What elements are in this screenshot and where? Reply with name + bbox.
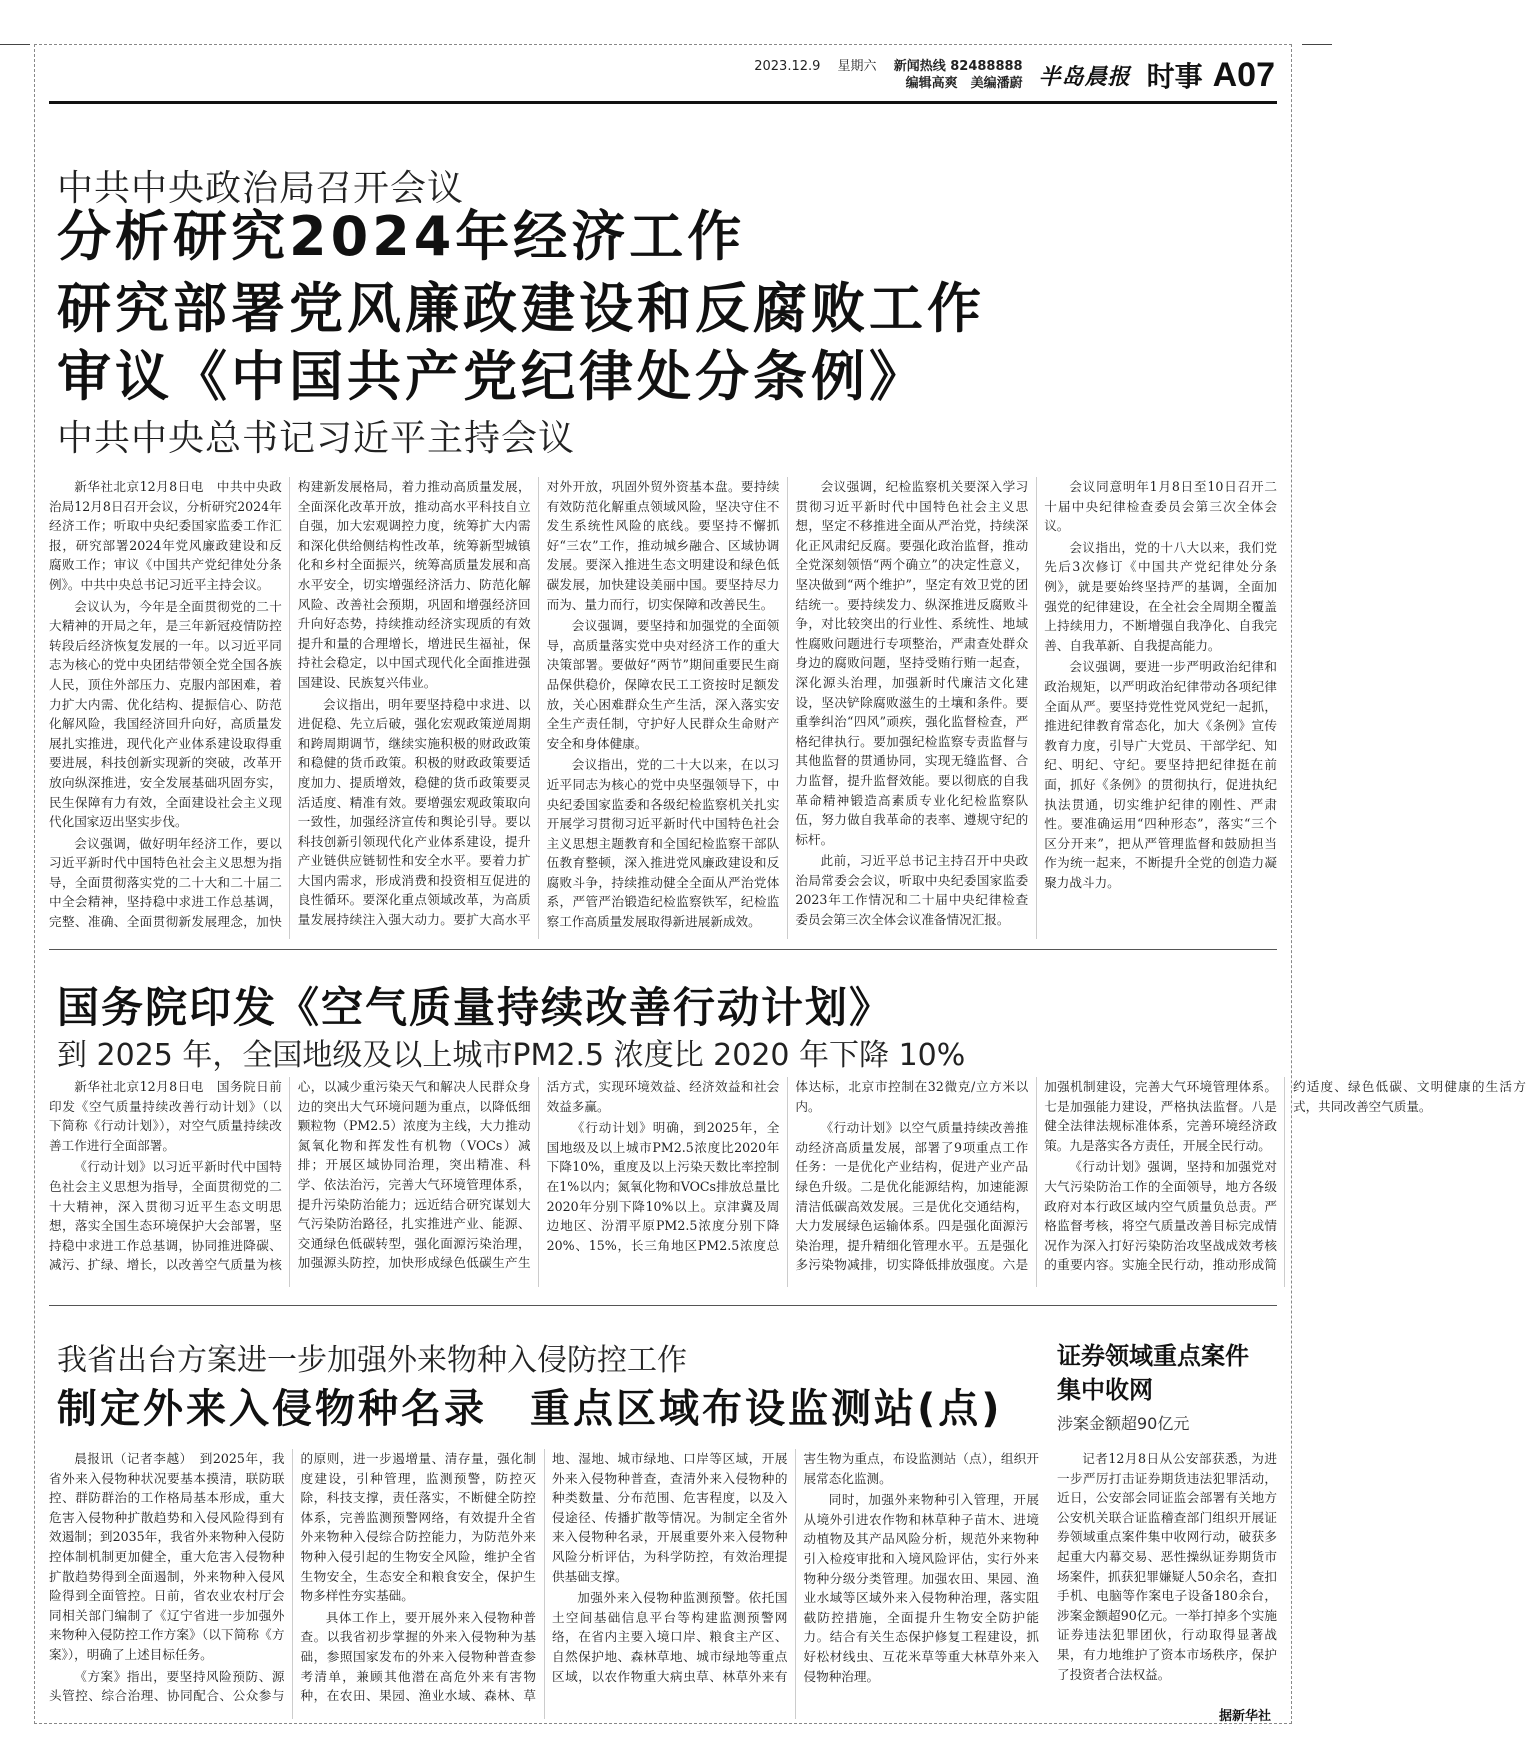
- story1-paragraph: 会议强调，要坚持和加强党的全面领导，高质量落实党中央对经济工作的重大决策部署。要做好“两节”期间重要民生商品保供稳价，保障农民工工资按时足额发放，关心困难群众生产生活，深入落实安全生产责任制，守护好人民群众生命财产安全和身体健康。: [546, 618, 780, 751]
- story2-paragraph: 《行动计划》以空气质量持续改善推动经济高质量发展，部署了9项重点工作任务：一是优化产业结构，促进产业产品绿色升级。二是优化能源结构，加速能源清洁低碳高效发展。三是优化交通结构，大力发展绿色运输体系。四是强化面源污染治理，提升精细化管理水平。五是强化多污染物减排，切实降低排放强度。六是加强机制建设，完善大气环境管理体系。七是加强能力建设，严格执法监督。八是健全法律法规标准体系，完善环境经济政策。九是落实各方责任，开展全民行动。: [795, 1079, 1277, 1273]
- crop-mark-right: [1302, 44, 1332, 46]
- issue-date: 2023.12.9: [754, 59, 821, 74]
- story2-paragraph: 《行动计划》以习近平新时代中国特色社会主义思想为指导，全面贯彻党的二十大精神，深入贯彻习近平生态文明思想，落实全国生态环境保护大会部署，坚持稳中求进工作总基调，协同推进降碳、减污、扩绿、增长，以改善空气质量为核心，以减少重污染天气和解决人民群众身边的突出大气环境问题为重点，以降低细颗粒物（PM2.5）浓度为主线，大力推动氮氧化物和挥发性有机物（VOCs）减排；开展区域协同治理，突出精准、科学、依法治污，完善大气环境管理体系，提升污染防治能力；远近结合研究谋划大气污染防治路径，扎实推进产业、能源、交通绿色低碳转型，强化面源污染治理，加强源头防控，加快形成绿色低碳生产生活方式，实现环境效益、经济效益和社会效益多赢。: [49, 1079, 780, 1273]
- story3-paragraph: 同时，加强外来物种引入管理，开展从境外引进农作物和林草种子苗木、进境动植物及其产品风险分析，规范外来物种引入检疫审批和入境风险评估，实行外来物种分级分类管理。加强农田、果园、渔业水域等区域外来入侵物种治理，落实阻截防控措施，全面提升生物安全防护能力。结合有关生态保护修复工程建设，抓好松材线虫、互花米草等重大林草外来入侵物种治理。: [803, 1492, 1039, 1684]
- masthead-rule: [49, 101, 1277, 104]
- story2-body: [49, 1077, 1526, 1287]
- story2-headline: 国务院印发《空气质量持续改善行动计划》: [57, 983, 894, 1032]
- story1-body: [49, 477, 1277, 939]
- paper-logo: 半岛晨报: [1038, 63, 1131, 90]
- issue-weekday: 星期六: [837, 59, 877, 74]
- story3-paragraph: 加强外来入侵物种监测预警。依托国土空间基础信息平台等构建监测预警网络，在省内主要入境口岸、粮食主产区、自然保护地、森林草地、城市绿地等重点区域，以农作物重大病虫草、林草外来有害生物为重点，布设监测站（点），组织开展常态化监测。: [552, 1451, 1039, 1684]
- story4-paragraph: 记者12月8日从公安部获悉，为进一步严厉打击证券期货违法犯罪活动，近日，公安部会同证监会部署有关地方公安机关联合证监稽查部门组织开展证券领域重点案件集中收网行动，破获多起重大内幕交易、恶性操纵证券期货市场案件，抓获犯罪嫌疑人50余名，查扣手机、电脑等作案电子设备180余台，涉案金额超90亿元。一举打掉多个实施证券违法犯罪团伙，行动取得显著战果，有力地维护了资本市场秩序，保护了投资者合法权益。: [1057, 1451, 1277, 1682]
- story1-paragraph: 新华社北京12月8日电 中共中央政治局12月8日召开会议，分析研究2024年经济工作；听取中央纪委国家监委工作汇报，研究部署2024年党风廉政建设和反腐败工作；审议《中国共产党纪律处分条例》。中共中央总书记习近平主持会议。: [49, 479, 282, 592]
- story1-paragraph: 会议指出，党的二十大以来，在以习近平同志为核心的党中央坚强领导下，中央纪委国家监委和各级纪检监察机关扎实开展学习贯彻习近平新时代中国特色社会主义思想主题教育和全国纪检监察干部队伍教育整顿，深入推进党风廉政建设和反腐败斗争，持续推动健全全面从严治党体系，严管严治锻造纪检监察铁军，纪检监察工作高质量发展取得新进展新成效。: [546, 757, 780, 930]
- story4-credit: 据新华社: [1218, 1709, 1271, 1724]
- story1-paragraph: 会议强调，纪检监察机关要深入学习贯彻习近平新时代中国特色社会主义思想，坚定不移推进全面从严治党，持续深化正风肃纪反腐。要强化政治监督，推动全党深刻领悟“两个确立”的决定性意义，坚决做到“两个维护”，坚定有效卫党的团结统一。要持续发力、纵深推进反腐败斗争，对比较突出的行业性、系统性、地域性腐败问题进行专项整治，严肃查处群众身边的腐败问题，坚持受贿行贿一起查，深化源头治理，加强新时代廉洁文化建设，坚决铲除腐败滋生的土壤和条件。要重拳纠治“四风”顽疾，强化监督检查，严格纪律执行。要加强纪检监察专责监督与其他监督的贯通协同，实现无缝监督、合力监督，提升监督效能。要以彻底的自我革命精神锻造高素质专业化纪检监察队伍，努力做自我革命的表率、遵规守纪的标杆。: [795, 479, 1029, 847]
- section-name: 时事: [1146, 60, 1203, 93]
- story1-paragraph: 会议认为，今年是全面贯彻党的二十大精神的开局之年，是三年新冠疫情防控转段后经济恢复发展的一年。以习近平同志为核心的党中央团结带领全党全国各族人民，顶住外部压力、克服内部困难，着力扩大内需、优化结构、提振信心、防范化解风险，我国经济回升向好，高质量发展扎实推进，现代化产业体系建设取得重要进展，科技创新实现新的突破，改革开放向纵深推进，安全发展基础巩固夯实，民生保障有力有效，全面建设社会主义现代化国家迈出坚实步伐。: [49, 598, 282, 830]
- story1-subline: 中共中央总书记习近平主持会议: [57, 418, 576, 459]
- story2-subline: 到 2025 年，全国地级及以上城市PM2.5 浓度比 2020 年下降 10%: [57, 1038, 966, 1073]
- story3-paragraph: 具体工作上，要开展外来入侵物种普查。以我省初步掌握的外来入侵物种为基础，参照国家发布的外来入侵物种普查参考清单，兼顾其他潜在高危外来有害物种，在农田、果园、渔业水域、森林、草地、湿地、城市绿地、口岸等区域，开展外来入侵物种普查，查清外来入侵物种的种类数量、分布范围、危害程度，以及入侵途径、传播扩散等情况。为制定全省外来入侵物种名录，开展重要外来入侵物种风险分析评估，为科学防控，有效治理提供基础支撑。: [300, 1451, 788, 1704]
- story1-headline-1: 分析研究2024年经济工作: [57, 205, 746, 268]
- story1-headline-3: 审议《中国共产党纪律处分条例》: [57, 345, 927, 408]
- story4-headline: 证券领域重点案件集中收网: [1057, 1342, 1249, 1404]
- story3-headline: 制定外来入侵物种名录 重点区域布设监测站(点): [57, 1386, 1003, 1432]
- masthead: [754, 55, 1275, 95]
- story1-paragraph: 此前，习近平总书记主持召开中央政治局常委会会议，听取中央纪委国家监委2023年工作情况和二十届中央纪律检查委员会第三次全体会议准备情况汇报。: [795, 853, 1029, 928]
- story1-paragraph: 会议指出，党的十八大以来，我们党先后3次修订《中国共产党纪律处分条例》，就是要始终坚持严的基调，全面加强党的纪律建设，在全社会全周期全覆盖上持续用力，不断增强自我净化、自我完善、自我革新、自我提高能力。: [1044, 539, 1277, 653]
- story3-paragraph: 晨报讯（记者李越） 到2025年，我省外来入侵物种状况要基本摸清，联防联控、群防群治的工作格局基本形成，重大危害入侵物种扩散趋势和入侵风险得到有效遏制；到2035年，我省外来物种入侵防控体制机制更加健全，重大危害入侵物种扩散趋势得到全面遏制，外来物种入侵风险得到全面管控。日前，省农业农村厅会同相关部门编制了《辽宁省进一步加强外来物种入侵防控工作方案》（以下简称《方案》），明确了上述目标任务。: [49, 1451, 285, 1662]
- editors: 编辑高爽 美编潘蔚: [905, 76, 1023, 91]
- masthead-meta: [754, 58, 1022, 92]
- story1-headline-2: 研究部署党风廉政建设和反腐败工作: [57, 277, 985, 340]
- story1-paragraph: 会议强调，做好明年经济工作，要以习近平新时代中国特色社会主义思想为指导，全面贯彻落实党的二十大和二十届二中全会精神，坚持稳中求进工作总基调，完整、准确、全面贯彻新发展理念，加快构建新发展格局，着力推动高质量发展，全面深化改革开放，推动高水平科技自立自强，加大宏观调控力度，统筹扩大内需和深化供给侧结构性改革，统筹新型城镇化和乡村全面振兴，统筹高质量发展和高水平安全，切实增强经济活力、防范化解风险、改善社会预期，巩固和增强经济回升向好态势，持续推动经济实现质的有效提升和量的合理增长，增进民生福祉，保持社会稳定，以中国式现代化全面推进强国建设、民族复兴伟业。: [49, 479, 531, 930]
- story1-paragraph: 会议同意明年1月8日至10日召开二十届中央纪律检查委员会第三次全体会议。: [1044, 479, 1277, 534]
- story1-paragraph: 会议指出，明年要坚持稳中求进、以进促稳、先立后破，强化宏观政策逆周期和跨周期调节，继续实施积极的财政政策和稳健的货币政策。积极的财政政策要适度加力、提质增效，稳健的货币政策要灵活适度、精准有效。要增强宏观政策取向一致性，加强经济宣传和舆论引导。要以科技创新引领现代化产业体系建设，提升产业链供应链韧性和安全水平。要着力扩大国内需求，形成消费和投资相互促进的良性循环。要深化重点领域改革，为高质量发展持续注入强大动力。要扩大高水平对外开放，巩固外贸外资基本盘。要持续有效防范化解重点领域风险，坚决守住不发生系统性风险的底线。要坚持不懈抓好“三农”工作，推动城乡融合、区域协调发展。要深入推进生态文明建设和绿色低碳发展，加快建设美丽中国。要坚持尽力而为、量力而行，切实保障和改善民生。: [297, 479, 780, 928]
- news-hotline: 新闻热线 82488888: [893, 59, 1023, 74]
- story4-subline: 涉案金额超90亿元: [1057, 1414, 1190, 1433]
- story2-paragraph: 《行动计划》强调，坚持和加强党对大气污染防治工作的全面领导，地方各级政府对本行政区域内空气质量负总责。严格监督考核，将空气质量改善目标完成情况作为深入打好污染防治攻坚战成效考核的重要内容。实施全民行动，推动形成简约适度、绿色低碳、文明健康的生活方式，共同改善空气质量。: [1044, 1079, 1526, 1273]
- story2-paragraph: 《行动计划》明确，到2025年，全国地级及以上城市PM2.5浓度比2020年下降10%，重度及以上污染天数比率控制在1%以内；氮氧化物和VOCs排放总量比2020年分别下降10%以上。京津冀及周边地区、汾渭平原PM2.5浓度分别下降20%、15%，长三角地区PM2.5浓度总体达标，北京市控制在32微克/立方米以内。: [546, 1079, 1029, 1253]
- crop-mark-left: [0, 44, 30, 46]
- story1-overline: 中共中央政治局召开会议: [57, 168, 465, 209]
- story1-paragraph: 会议强调，要进一步严明政治纪律和政治规矩，以严明政治纪律带动各项纪律全面从严。要坚持党性党风党纪一起抓，推进纪律教育常态化，加大《条例》宣传教育力度，引导广大党员、干部学纪、知纪、明纪、守纪。要坚持把纪律挺在前面，抓好《条例》的贯彻执行，促进执纪执法贯通，切实维护纪律的刚性、严肃性。要准确运用“四种形态”，落实“三个区分开来”，把从严管理监督和鼓励担当作为统一起来，不断提升全党的创造力凝聚力战斗力。: [1044, 659, 1277, 890]
- story3-paragraph: 《方案》指出，要坚持风险预防、源头管控、综合治理、协同配合、公众参与的原则，进一步遏增量、清存量，强化制度建设，引种管理，监测预警，防控灭除，科技支撑，责任落实，不断健全防控体系，完善监测预警网络，有效提升全省外来物种入侵综合防控能力，为防范外来物种入侵引起的生物安全风险，维护全省生物安全，生态安全和粮食安全，保护生物多样性夯实基础。: [49, 1451, 536, 1704]
- section-divider: [49, 949, 1277, 950]
- story3-body: [49, 1449, 1039, 1719]
- story3-overline: 我省出台方案进一步加强外来物种入侵防控工作: [57, 1343, 687, 1378]
- section-divider: [49, 1305, 1277, 1306]
- story4-body: [1057, 1449, 1277, 1701]
- page-number: A07: [1212, 55, 1275, 94]
- story2-paragraph: 新华社北京12月8日电 国务院日前印发《空气质量持续改善行动计划》（以下简称《行动计划》），对空气质量持续改善工作进行全面部署。: [49, 1079, 282, 1153]
- newspaper-page: [34, 44, 1526, 1724]
